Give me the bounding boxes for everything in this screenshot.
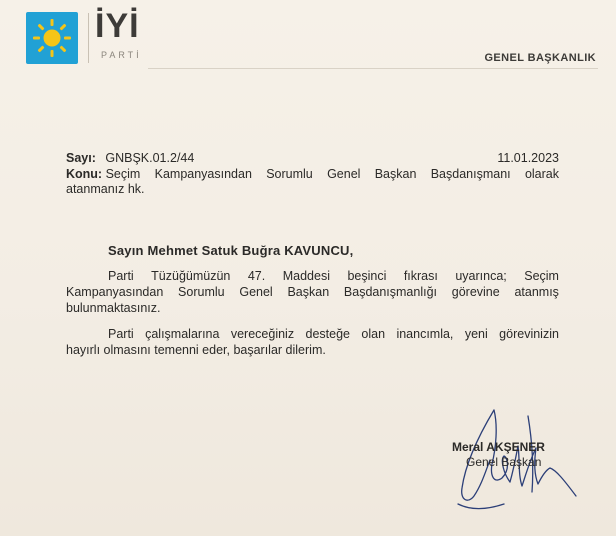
paragraph-word: Başkan — [287, 285, 330, 299]
subject-line-1 — [66, 167, 559, 182]
paragraph-word: 47. — [247, 269, 266, 283]
paragraph-word: yeni — [464, 327, 488, 341]
body-paragraph-1 — [66, 268, 559, 316]
reference-number-row — [66, 151, 559, 166]
paragraph-word: vereceğiniz — [230, 327, 295, 341]
subject-word: Başdanışmanı — [430, 167, 511, 181]
subject-word: Başkan — [374, 167, 417, 181]
paragraph-word: olan — [361, 327, 386, 341]
paragraph-word: beşinci — [347, 269, 387, 283]
paragraph-word: Parti — [108, 269, 134, 283]
paragraph-word: Parti — [108, 327, 134, 341]
paragraph-line — [66, 284, 559, 300]
paragraph-word: çalışmalarına — [145, 327, 220, 341]
konu-label: Konu: — [66, 167, 103, 181]
paragraph-word: Maddesi — [282, 269, 330, 283]
paragraph-word: görevine — [451, 285, 500, 299]
paragraph-line: hayırlı olmasını temenni eder, başarılar dilerim. — [66, 343, 326, 357]
sun-logo-icon — [26, 12, 78, 64]
paragraph-line — [66, 326, 559, 342]
paragraph-word: Tüzüğümüzün — [151, 269, 231, 283]
paragraph-word: inancımla, — [396, 327, 454, 341]
paragraph-word: Genel — [239, 285, 273, 299]
paragraph-word: Başdanışmanlığı — [343, 285, 438, 299]
signer-title: Genel Başkan — [466, 455, 542, 469]
paragraph-word: görevinizin — [499, 327, 559, 341]
sayi-value: GNBŞK.01.2/44 — [105, 151, 195, 165]
brand-divider — [88, 13, 89, 63]
signer-name: Meral AKŞENER — [452, 440, 545, 454]
paragraph-line — [66, 268, 559, 284]
brand-subtitle: PARTİ — [101, 50, 142, 60]
paragraph-word: Seçim — [524, 269, 559, 283]
subject-word: Kampanyasından — [154, 167, 252, 181]
paragraph-word: Kampanyasından — [66, 285, 164, 299]
paragraph-word: uyarınca; — [455, 269, 507, 283]
header-rule — [148, 68, 598, 69]
salutation: Sayın Mehmet Satuk Buğra KAVUNCU, — [108, 243, 354, 258]
subject-word: olarak — [524, 167, 559, 181]
subject-word: Genel — [327, 167, 361, 181]
body-paragraph-2 — [66, 326, 559, 358]
subject-row — [66, 167, 559, 197]
brand-name: İYİ — [95, 7, 140, 45]
paragraph-line: bulunmaktasınız. — [66, 301, 161, 315]
office-name: GENEL BAŞKANLIK — [484, 52, 596, 64]
paragraph-word: atanmış — [514, 285, 559, 299]
letter-date: 11.01.2023 — [497, 151, 559, 165]
sayi-label: Sayı: — [66, 151, 96, 165]
paragraph-word: Sorumlu — [178, 285, 225, 299]
paragraph-word: desteğe — [305, 327, 350, 341]
paragraph-word: fıkrası — [403, 269, 438, 283]
subject-word: Sorumlu — [266, 167, 313, 181]
subject-line-2: atanmanız hk. — [66, 182, 145, 196]
subject-word: Seçim — [105, 167, 141, 181]
